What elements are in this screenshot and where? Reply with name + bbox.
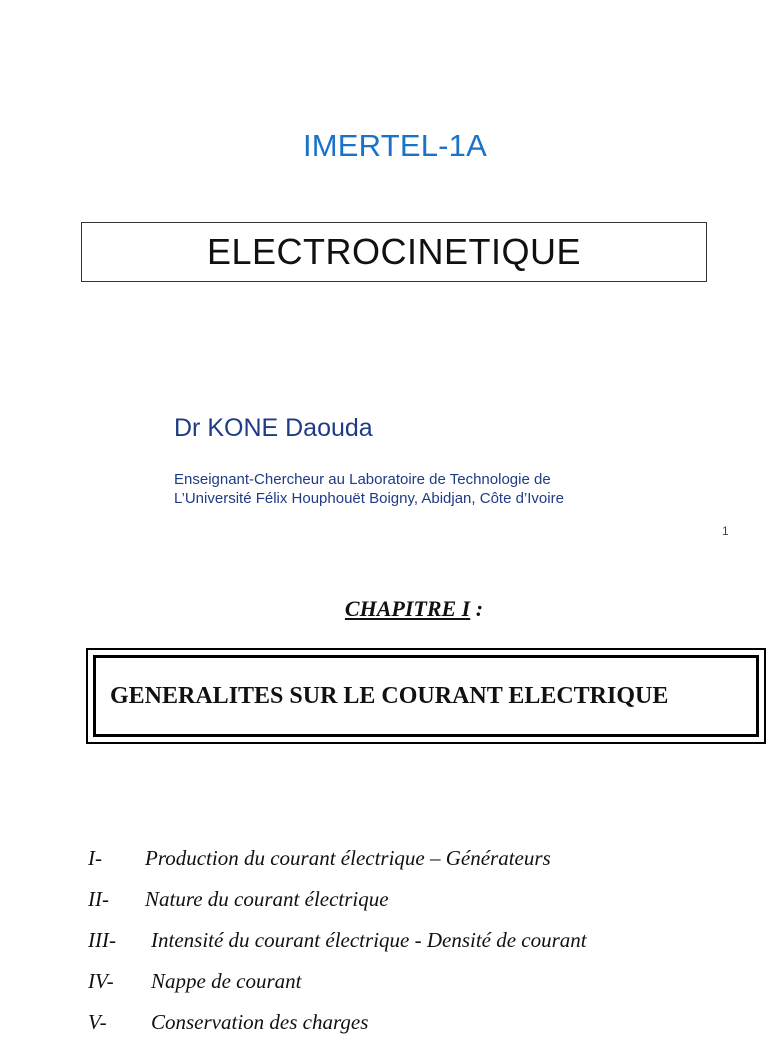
toc-text: Nature du courant électrique: [145, 887, 389, 911]
table-of-contents: [88, 842, 587, 1047]
chapter-suffix: :: [470, 596, 484, 621]
toc-item: [88, 965, 587, 1006]
affiliation-line: Enseignant-Chercheur au Laboratoire de Technologie de: [174, 471, 551, 488]
toc-item: [88, 842, 587, 883]
toc-item: [88, 1006, 587, 1047]
author-name: Dr KONE Daouda: [174, 414, 373, 442]
affiliation-line: L’Université Félix Houphouët Boigny, Abidjan, Côte d’Ivoire: [174, 490, 564, 507]
chapter-title-box: [86, 648, 766, 744]
toc-text: Intensité du courant électrique - Densité de courant: [151, 928, 587, 952]
toc-item: [88, 924, 587, 965]
author-affiliation: [174, 470, 564, 508]
chapter-title-frame: [93, 655, 759, 737]
toc-text: Production du courant électrique – Générateurs: [145, 846, 551, 870]
toc-number: V-: [88, 1010, 107, 1034]
toc-number: IV-: [88, 969, 114, 993]
title-box: [81, 222, 707, 282]
course-code: IMERTEL-1A: [302, 128, 488, 163]
toc-number: II-: [88, 887, 109, 911]
toc-number: III-: [88, 928, 116, 952]
toc-number: I-: [88, 846, 102, 870]
chapter-title: GENERALITES SUR LE COURANT ELECTRIQUE: [110, 682, 669, 709]
toc-item: [88, 883, 587, 924]
toc-text: Nappe de courant: [151, 969, 302, 993]
course-title: ELECTROCINETIQUE: [206, 231, 582, 272]
chapter-label: CHAPITRE I: [344, 596, 471, 621]
page-number: 1: [722, 524, 729, 538]
chapter-heading: [0, 596, 768, 622]
toc-text: Conservation des charges: [151, 1010, 369, 1034]
